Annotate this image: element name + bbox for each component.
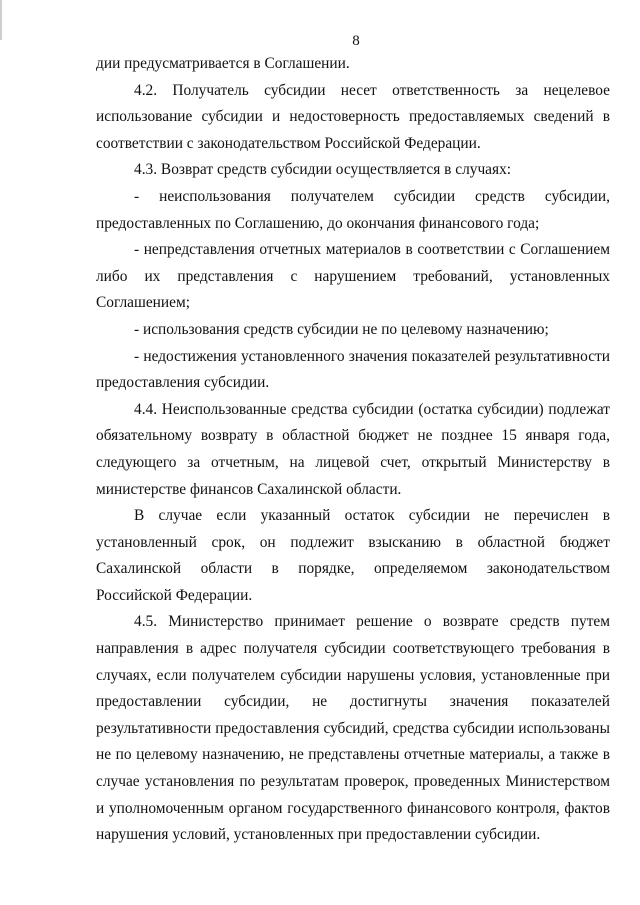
document-body (96, 51, 610, 849)
paragraph-recovery: В случае если указанный остаток субсидии не перечислен в установленный срок, он подлежит взысканию в областной бюджет Сахалинской области в порядке, определяемом законодательством Российской Федерации. (96, 507, 610, 604)
paragraph-4-2: 4.2. Получатель субсидии несет ответственность за нецелевое использование субсидии и недостоверность предоставляемых сведений в соответствии с законодательством Российской Федерации. (96, 81, 610, 152)
paragraph-4-3: 4.3. Возврат средств субсидии осуществляется в случаях: (134, 161, 512, 179)
list-item-indicators-not-met: - недостижения установленного значения показателей результативности предоставления субсидии. (96, 347, 610, 392)
scan-edge-mark (0, 0, 2, 40)
list-item-no-reports: - непредставления отчетных материалов в соответствии с Соглашением либо их представления с нарушением требований, установленных Соглашением; (96, 241, 610, 312)
paragraph-4-5: 4.5. Министерство принимает решение о возврате средств путем направления в адрес получателя субсидии соответствующего требования в случаях, если получателем субсидии нарушены условия, установленные при предоставлении субсидии, не достигнуты значения показателей результативности предоставления субсидий, средства субсидии использованы не по целевому назначению, не представлены отчетные материалы, а также в случае установления по результатам проверок, проведенных Министерством и уполномоченным органом государственного финансового контроля, фактов нарушения условий, установленных при предоставлении субсидии. (96, 613, 610, 844)
list-item-unused-funds: - неиспользования получателем субсидии средств субсидии, предоставленных по Соглашению, до окончания финансового года; (96, 187, 610, 232)
paragraph-4-4: 4.4. Неиспользованные средства субсидии (остатка субсидии) подлежат обязательному возврату в областной бюджет не позднее 15 января года, следующего за отчетным, на лицевой счет, открытый Министерству в министерстве финансов Сахалинской области. (96, 400, 610, 498)
paragraph-continuation: дии предусматривается в Соглашении. (96, 55, 350, 72)
list-item-misuse: - использования средств субсидии не по целевому назначению; (134, 320, 549, 338)
page-number: 8 (352, 33, 360, 49)
